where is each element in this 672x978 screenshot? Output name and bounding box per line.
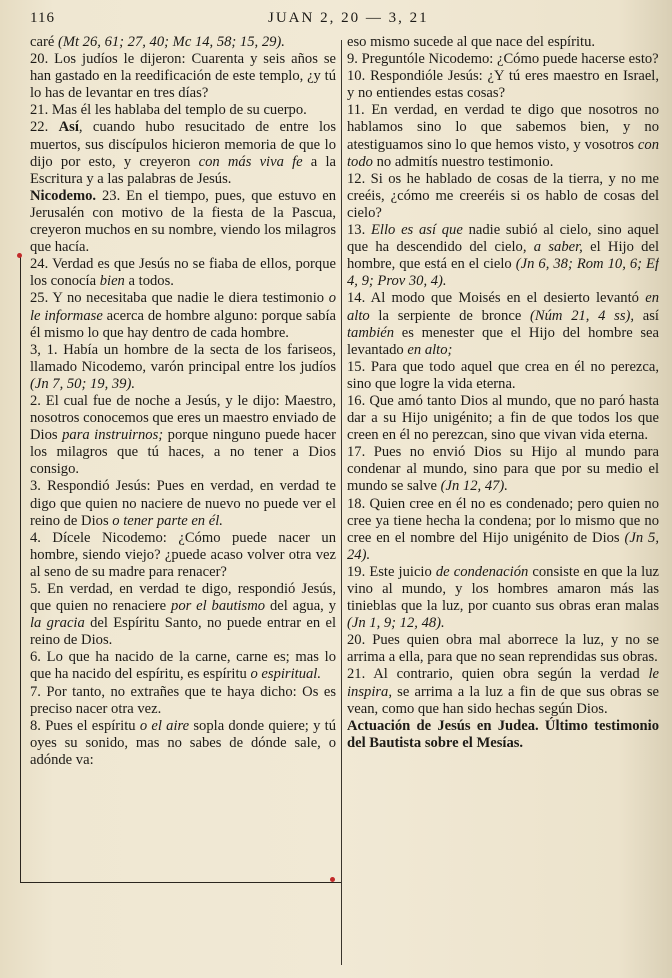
text-run: porque ninguno puede hacer los milagros que tú haces, a no tener a Dios consigo. [30,427,336,478]
text-run: (Núm 21, 4 ss), [530,307,635,324]
text-run: así [634,307,659,324]
text-run: 16. Que amó tanto Dios al mundo, que no paró hasta dar a su Hijo unigénito; a fin de que todos los que creen en él no perezcan, sino que vivan vida eterna. [347,392,659,444]
text-run: también [347,324,395,341]
text-run: la serpiente de bronce [369,307,531,324]
text-run: con todo [347,136,659,170]
text-run: de condenación [435,563,529,580]
text-run: a saber, [533,239,583,256]
text-run: 25. Y no necesitaba que nadie le diera testimonio [30,290,329,307]
text-run: la gracia [30,615,85,632]
text-run: 2. El cual fue de noche a Jesús, y le dijo: Maestro, nosotros conocemos que eres un maestro enviado de Dios [30,392,336,444]
text-run: (Jn 5, 24). [347,529,659,563]
text-run: eso mismo sucede al que nace del espíritu. [347,34,596,50]
text-run: 5. En verdad, en verdad te digo, respondió Jesús, que quien no renaciere [30,581,336,615]
text-run: a la Escritura y a las palabras de Jesús. [30,153,336,187]
text-run: 15. Para que todo aquel que crea en él no perezca, sino que logre la vida eterna. [347,358,659,392]
left-paragraph [30,649,336,683]
text-run: por el bautismo [171,598,266,615]
left-paragraph [30,684,336,718]
text-run: caré [30,34,58,50]
running-head: JUAN 2, 20 — 3, 21 [268,10,429,26]
text-run: le inspira, [347,666,659,700]
text-run: 11. En verdad, en verdad te digo que nosotros no hablamos sino lo que sabemos bien, y no atestiguamos sino lo que hemos visto, y vosotros [347,102,659,153]
text-run: (Mt 26, 61; 27, 40; Mc 14, 58; 15, 29). [57,34,285,50]
left-paragraph [30,581,336,649]
right-paragraph [347,102,659,170]
text-run: 4. Dícele Nicodemo: ¿Cómo puede nacer un hombre, siendo viejo? ¿puede acaso volver otra vez al seno de su madre para renacer? [30,529,336,580]
right-paragraph [347,718,659,752]
right-column [347,34,659,970]
text-run: 3, 1. Había un hombre de la secta de los fariseos, llamado Nicodemo, varón principal entre los judíos [30,341,336,375]
right-paragraph [347,359,659,393]
text-run: 10. Respondióle Jesús: ¿Y tú eres maestro en Israel, y no entiendes estas cosas? [347,68,659,102]
text-run: nadie subió al cielo, sino aquel que ha descendido del cielo, [347,222,659,256]
text-run: para instruirnos; [62,427,164,444]
text-run: el Hijo del hombre, que está en el cielo [347,239,659,273]
text-run: se arrima a la luz a fin de que sus obras se vean, como que han sido hechas según Dios. [347,683,659,717]
text-run: 20. Pues quien obra mal aborrece la luz, y no se arrima a ella, para que no sean reprendidas sus obras. [347,632,659,666]
left-paragraph [30,119,336,187]
text-run: no admitís nuestro testimonio. [372,153,554,170]
text-run: 19. Este juicio [347,563,436,580]
text-run: 6. Lo que ha nacido de la carne, carne es; mas lo que ha nacido del espíritu, es espíritu [30,649,336,683]
right-paragraph [347,171,659,222]
text-run: con más viva fe [198,153,303,170]
text-run: (Jn 12, 47). [440,478,508,495]
text-run: 13. [347,222,371,239]
text-run: Así [58,119,79,136]
right-paragraph [347,51,659,68]
left-paragraph [30,530,336,581]
right-paragraph [347,666,659,717]
right-paragraph [347,222,659,290]
text-run: 18. Quien cree en él no es condenado; pero quien no cree ya tiene hecha la condena; por lo mismo que no cree en el nombre del Hijo unigénito de Dios [347,495,659,546]
right-paragraph [347,632,659,666]
text-run: (Jn 6, 38; Rom 10, 6; Ef 4, 9; Prov 30, 4). [347,256,659,290]
text-run: Nicodemo. [30,187,97,204]
text-run: Actuación de Jesús en Judea. Último testimonio del Bautista sobre el Mesías. [347,717,659,751]
text-run: bien [99,273,125,290]
text-run: 22. [30,119,59,136]
left-paragraph [30,478,336,529]
text-run: 21. Al contrario, quien obra según la verdad [347,666,649,683]
right-paragraph [347,290,659,358]
text-run: sopla donde quiere; y tú oyes su sonido, mas no sabes de dónde sale, o adónde va: [30,717,336,768]
column-divider [341,40,342,965]
text-run: en alto [347,290,659,324]
page-header [30,10,652,32]
right-paragraph [347,444,659,495]
text-run: 24. Verdad es que Jesús no se fiaba de ellos, porque los conocía [30,256,336,290]
text-run: 20. Los judíos le dijeron: Cuarenta y seis años se han gastado en la reedificación de este templo, ¿y tú lo has de levantar en tres días? [30,51,336,102]
text-run: , cuando hubo resucitado de entre los muertos, sus discípulos hicieron memoria de que lo dijo por esto, y creyeron [30,119,336,170]
text-run: o le informase [30,290,336,324]
right-paragraph [347,564,659,632]
text-run: consiste en que la luz vino al mundo, y los hombres amaron más las tinieblas que la luz, por cuanto sus obras eran malas [347,563,659,615]
right-paragraph [347,496,659,564]
right-paragraph [347,34,659,51]
text-run: 8. Pues el espíritu [30,717,140,734]
text-run: es menester que el Hijo del hombre sea levantado [347,324,659,358]
left-paragraph [30,188,336,256]
page-number: 116 [30,10,55,26]
text-run: a todos. [124,273,174,290]
text-run: Ello es así que [371,222,463,239]
text-run: acerca de hombre alguno: porque sabía él mismo lo que hay dentro de cada hombre. [30,307,336,341]
text-run: 9. Preguntóle Nicodemo: ¿Cómo puede hacerse esto? [347,51,659,68]
text-run: del agua, y [265,598,336,615]
left-column [30,34,336,970]
text-run: 12. Si os he hablado de cosas de la tierra, y no me creéis, ¿cómo me creeréis si os hablo de cosas del cielo? [347,170,659,221]
text-run: del Espíritu Santo, no puede entrar en el reino de Dios. [30,615,336,649]
left-paragraph [30,393,336,478]
left-paragraph [30,102,336,119]
left-paragraph [30,256,336,290]
left-paragraph [30,34,336,51]
text-run: 3. Respondió Jesús: Pues en verdad, en verdad te digo que quien no naciere de nuevo no puede ver el reino de Dios [30,478,336,529]
text-run: (Jn 1, 9; 12, 48). [347,615,445,632]
text-run: 23. En el tiempo, pues, que estuvo en Jerusalén con motivo de la fiesta de la Pascua, creyeron muchos en su nombre, viendo los milagros que hacía. [30,187,336,256]
text-run: (Jn 7, 50; 19, 39). [30,375,135,392]
text-run: o el aire [139,717,190,734]
right-paragraph [347,393,659,444]
margin-dot-top [17,253,22,258]
text-run: 17. Pues no envió Dios su Hijo al mundo para condenar al mundo, sino para que por su medio el mundo se salve [347,444,659,495]
text-run: 14. Al modo que Moisés en el desierto levantó [347,290,646,307]
left-paragraph [30,342,336,393]
text-run: en alto; [407,341,453,358]
text-run: o tener parte en él. [112,512,223,529]
left-paragraph [30,718,336,769]
text-run: 7. Por tanto, no extrañes que te haya dicho: Os es preciso nacer otra vez. [30,683,336,717]
right-paragraph [347,68,659,102]
text-run: 21. Mas él les hablaba del templo de su cuerpo. [30,102,307,119]
text-run: o espiritual. [250,666,322,683]
left-paragraph [30,51,336,102]
left-paragraph [30,290,336,341]
